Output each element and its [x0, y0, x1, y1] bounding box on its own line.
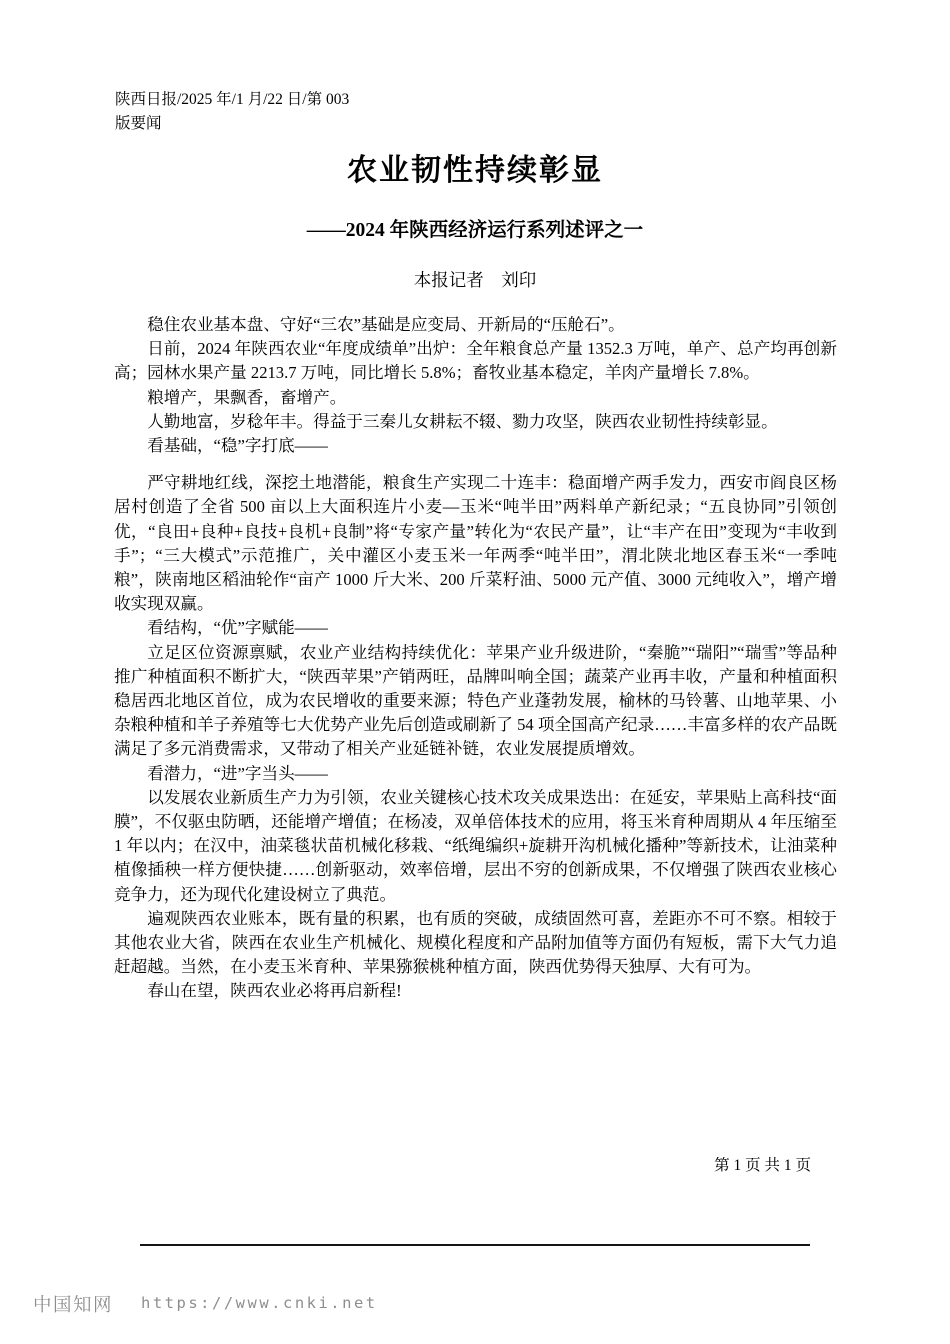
- page-indicator: 第 1 页 共 1 页: [714, 1157, 811, 1174]
- article-paragraph: 立足区位资源禀赋，农业产业结构持续优化：苹果产业升级进阶，“秦脆”“瑞阳”“瑞雪”等品种推广种植面积不断扩大，“陕西苹果”产销两旺，品牌叫响全国；蔬菜产业再丰收，产量和种植面积稳居西北地区首位，成为农民增收的重要来源；特色产业蓬勃发展，榆林的马铃薯、山地苹果、小杂粮种植和羊子养殖等七大优势产业先后创造或刷新了 54 项全国高产纪录……丰富多样的农产品既满足了多元消费需求，又带动了相关产业延链补链，农业发展提质增效。: [114, 642, 837, 759]
- cnki-url: https://www.cnki.net: [141, 1294, 378, 1312]
- article-paragraph: 看潜力，“进”字当头——: [147, 763, 328, 783]
- article-paragraph: 日前，2024 年陕西农业“年度成绩单”出炉：全年粮食总产量 1352.3 万吨，单产、总产均再创新高；园林水果产量 2213.7 万吨，同比增长 5.8%；畜牧业基本稳定，羊肉产量增长 7.8%。: [114, 339, 837, 383]
- article-body: [114, 313, 837, 1004]
- article-title: 农业韧性持续彰显: [347, 154, 603, 187]
- article-paragraph: 看结构，“优”字赋能——: [147, 618, 328, 638]
- cnki-brand: 中国知网: [33, 1296, 114, 1316]
- article-paragraph: 人勤地富，岁稔年丰。得益于三秦儿女耕耘不辍、勠力攻坚，陕西农业韧性持续彰显。: [147, 411, 778, 431]
- article-paragraph: 春山在望，陕西农业必将再启新程!: [147, 981, 402, 1001]
- blank-line: [114, 458, 837, 471]
- article-paragraph: 以发展农业新质生产力为引领，农业关键核心技术攻关成果迭出：在延安，苹果贴上高科技“面膜”，不仅驱虫防晒，还能增产增值；在杨凌，双单倍体技术的应用，将玉米育种周期从 4 年压缩至 1 年以内；在汉中，油菜毯状苗机械化移栽、“纸绳编织+旋耕开沟机械化播种”等新技术，让油菜种植像插秧一样方便快捷……创新驱动，效率倍增，层出不穷的创新成果，不仅增强了陕西农业核心竞争力，还为现代化建设树立了典范。: [114, 787, 837, 904]
- source-header: [115, 88, 349, 135]
- article-paragraph: 稳住农业基本盘、守好“三农”基础是应变局、开新局的“压舱石”。: [147, 315, 625, 334]
- article-paragraph: 看基础，“稳”字打底——: [147, 436, 328, 456]
- source-header-line2: 版要闻: [115, 114, 162, 132]
- article-paragraph: 遍观陕西农业账本，既有量的积累，也有质的突破，成绩固然可喜，差距亦不可不察。相较于其他农业大省，陕西在农业生产机械化、规模化程度和产品附加值等方面仍有短板，需下大气力追赶超越。当然，在小麦玉米育种、苹果猕猴桃种植方面，陕西优势得天独厚、大有可为。: [114, 908, 837, 977]
- article-subtitle: ——2024 年陕西经济运行系列述评之一: [306, 220, 644, 241]
- article-byline: 本报记者 刘印: [413, 270, 537, 290]
- article-paragraph: 粮增产，果飘香，畜增产。: [147, 387, 347, 407]
- source-header-line1: 陕西日报/2025 年/1 月/22 日/第 003: [115, 91, 350, 108]
- footer-divider: [140, 1244, 810, 1246]
- article-paragraph: 严守耕地红线，深挖土地潜能，粮食生产实现二十连丰：稳面增产两手发力，西安市阎良区杨居村创造了全省 500 亩以上大面积连片小麦—玉米“吨半田”两料单产新纪录；“五良协同”引领创优，“良田+良种+良技+良机+良制”将“专家产量”转化为“农民产量”，让“丰产在田”变现为“丰收到手”；“三大模式”示范推广，关中灌区小麦玉米一年两季“吨半田”，渭北陕北地区春玉米“一季吨粮”，陕南地区稻油轮作“亩产 1000 斤大米、200 斤菜籽油、5000 元产值、3000 元纯收入”，增产增收实现双赢。: [114, 473, 837, 614]
